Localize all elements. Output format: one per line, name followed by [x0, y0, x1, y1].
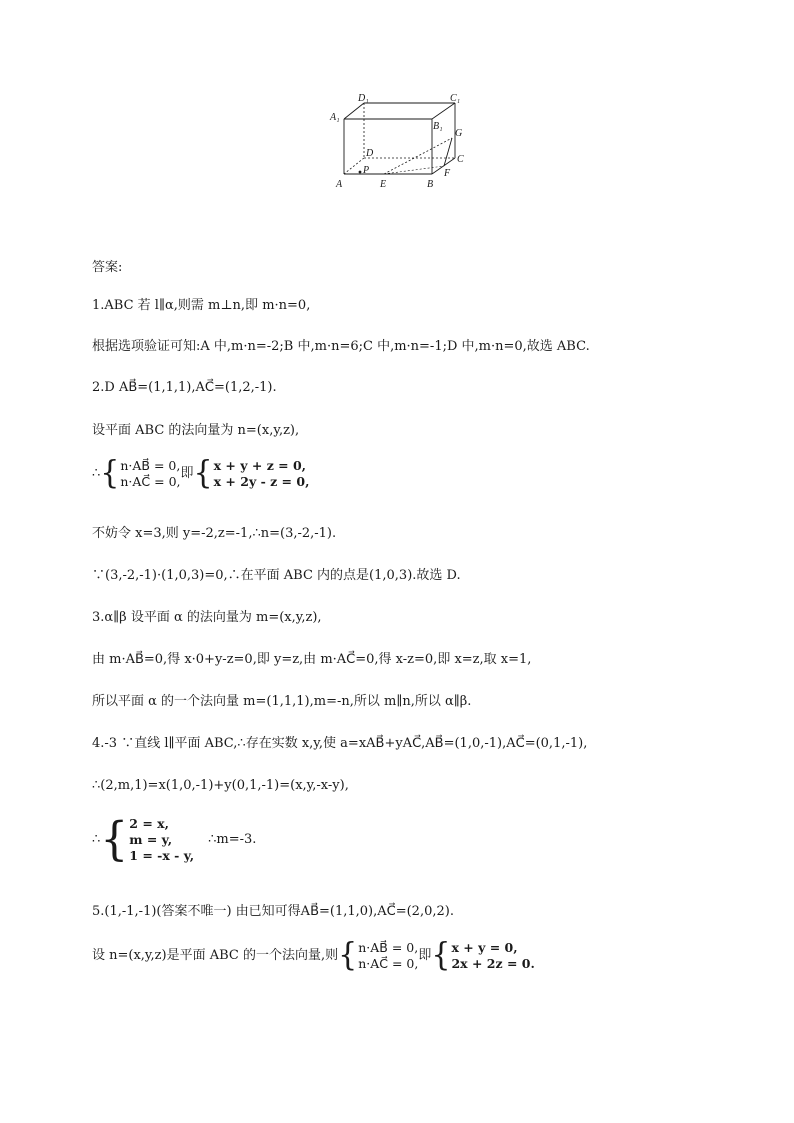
label-d: D	[366, 148, 374, 159]
edge-a1d1	[344, 103, 364, 119]
label-g: G	[455, 128, 463, 139]
label-e: E	[380, 179, 387, 190]
label-c1: C₁	[450, 93, 461, 104]
label-d1: D₁	[358, 93, 369, 104]
label-b: B	[427, 179, 434, 190]
label-c: C	[457, 154, 464, 165]
left-brace: {	[338, 937, 358, 974]
system-b	[193, 455, 310, 492]
system-e	[431, 937, 535, 974]
system-a-row-1: n·AB⃗ = 0,	[120, 458, 181, 473]
answer-4-system-line	[92, 812, 257, 867]
segment-fg	[444, 138, 452, 166]
label-p: P	[363, 165, 370, 176]
system-c-row-1: 2 = x,	[129, 816, 169, 831]
cuboid-figure	[322, 92, 472, 196]
answer-1-line-1: 1.ABC 若 l∥α,则需 m⊥n,即 m·n=0,	[92, 298, 311, 313]
answer-2-system-line	[92, 455, 310, 492]
point-p	[359, 171, 362, 174]
system-c-rows	[129, 816, 194, 864]
system-b-row-2: x + 2y - z = 0,	[213, 474, 310, 489]
system-d	[338, 937, 419, 974]
system-e-row-1: x + y = 0,	[451, 940, 518, 955]
answer-5-line-1: 5.(1,-1,-1)(答案不唯一) 由已知可得AB⃗=(1,1,0),AC⃗=(2,0,2).	[92, 904, 454, 919]
system-c-row-3: 1 = -x - y,	[129, 848, 195, 863]
system-b-rows	[214, 458, 310, 490]
segment-ef	[384, 166, 444, 174]
left-brace: {	[100, 812, 129, 867]
answer-3-line-2: 由 m·AB⃗=0,得 x·0+y-z=0,即 y=z,由 m·AC⃗=0,得 x-z=0,即 x=z,取 x=1,	[92, 652, 532, 667]
answer-4-result: ∴m=-3.	[208, 832, 257, 847]
ji-connector: 即	[418, 948, 432, 963]
left-brace: {	[100, 455, 120, 492]
answer-2-line-4: 不妨令 x=3,则 y=-2,z=-1,∴n=(3,-2,-1).	[92, 526, 337, 541]
cuboid-diagram	[322, 92, 472, 196]
system-d-rows	[358, 940, 418, 972]
answer-5-intro: 设 n=(x,y,z)是平面 ABC 的一个法向量,则	[92, 948, 339, 963]
label-b1: B₁	[433, 121, 443, 132]
answer-4-line-2: ∴(2,m,1)=x(1,0,-1)+y(0,1,-1)=(x,y,-x-y),	[92, 778, 349, 793]
system-c-row-2: m = y,	[129, 832, 173, 847]
left-brace: {	[431, 937, 451, 974]
ji-connector: 即	[180, 466, 194, 481]
therefore-symbol: ∴	[92, 832, 101, 847]
answer-3-line-3: 所以平面 α 的一个法向量 m=(1,1,1),m=-n,所以 m∥n,所以 α∥β.	[92, 694, 472, 709]
answer-5-system-line	[92, 937, 535, 974]
system-d-row-2: n·AC⃗ = 0,	[358, 956, 419, 971]
system-a-rows	[120, 458, 180, 490]
therefore-symbol: ∴	[92, 466, 101, 481]
answer-2-line-1: 2.D AB⃗=(1,1,1),AC⃗=(1,2,-1).	[92, 380, 277, 395]
label-a: A	[336, 179, 343, 190]
left-brace: {	[193, 455, 213, 492]
system-e-rows	[451, 940, 534, 972]
edge-b1c1	[432, 103, 455, 119]
system-a	[100, 455, 181, 492]
label-f: F	[444, 168, 451, 179]
label-a1: A₁	[330, 112, 340, 123]
answer-1-line-2: 根据选项验证可知:A 中,m·n=-2;B 中,m·n=6;C 中,m·n=-1;D 中,m·n=0,故选 ABC.	[92, 339, 590, 354]
answer-2-line-5: ∵(3,-2,-1)·(1,0,3)=0,∴在平面 ABC 内的点是(1,0,3).故选 D.	[92, 568, 461, 583]
answer-label: 答案:	[92, 260, 123, 275]
answer-2-line-2: 设平面 ABC 的法向量为 n=(x,y,z),	[92, 423, 300, 438]
system-c	[100, 812, 195, 867]
system-e-row-2: 2x + 2z = 0.	[451, 956, 535, 971]
answer-3-line-1: 3.α∥β 设平面 α 的法向量为 m=(x,y,z),	[92, 610, 322, 625]
system-b-row-1: x + y + z = 0,	[213, 458, 307, 473]
system-d-row-1: n·AB⃗ = 0,	[358, 940, 419, 955]
edge-eg	[384, 138, 452, 174]
answer-4-line-1: 4.-3 ∵直线 l∥平面 ABC,∴存在实数 x,y,使 a=xAB⃗+yAC⃗,AB⃗=(1,0,-1),AC⃗=(0,1,-1),	[92, 736, 588, 751]
system-a-row-2: n·AC⃗ = 0,	[120, 474, 181, 489]
